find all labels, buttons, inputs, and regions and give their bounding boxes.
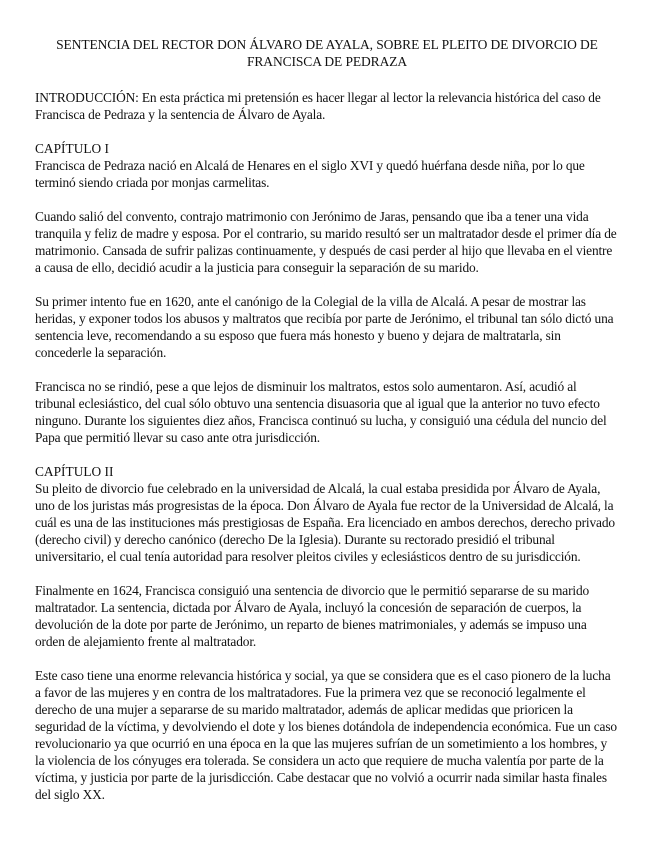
chapter-1-paragraph: Cuando salió del convento, contrajo matrimonio con Jerónimo de Jaras, pensando que iba a tener una vida tranquila y feliz de madre y esposa. Por el contrario, su marido resultó ser un maltratador desde el primer día de matrimonio. Cansada de sufrir palizas continuamente, y después de casi perder al hijo que llevaba en el vientre a causa de ello, decidió acudir a la justicia para conseguir la separación de su marido.: [35, 209, 617, 275]
chapter-1-paragraph: Su primer intento fue en 1620, ante el canónigo de la Colegial de la villa de Alcalá. A pesar de mostrar las heridas, y exponer todos los abusos y maltratos que recibía por parte de Jerónimo, el tribunal tan sólo dictó una sentencia leve, recomendando a su esposo que fuera más honesto y bueno y dejara de maltratarla, sin concederle la separación.: [35, 294, 614, 360]
chapter-2-paragraph: Finalmente en 1624, Francisca consiguió una sentencia de divorcio que le permitió separarse de su marido maltratador. La sentencia, dictada por Álvaro de Ayala, incluyó la concesión de separación de cuerpos, la devolución de la dote por parte de Jerónimo, un reparto de bienes matrimoniales, y además se impuso una orden de alejamiento frente al maltratador.: [35, 583, 590, 649]
chapter-2-heading: CAPÍTULO II: [35, 464, 114, 479]
intro-paragraph: INTRODUCCIÓN: En esta práctica mi pretensión es hacer llegar al lector la relevancia histórica del caso de Francisca de Pedraza y la sentencia de Álvaro de Ayala.: [35, 90, 601, 122]
document-page: [35, 36, 619, 803]
chapter-2-paragraph: Su pleito de divorcio fue celebrado en la universidad de Alcalá, la cual estaba presidida por Álvaro de Ayala, uno de los juristas más progresistas de la época. Don Álvaro de Ayala fue rector de la Universidad de Alcalá, la cuál es una de las instituciones más prestigiosas de España. Era licenciado en ambos derechos, derecho privado (derecho civil) y derecho canónico (derecho De la Iglesia). Durante su rectorado presidió el tribunal universitario, el cual tenía autoridad para resolver pleitos civiles y eclesiásticos dentro de su jurisdicción.: [35, 481, 615, 564]
document-title: SENTENCIA DEL RECTOR DON ÁLVARO DE AYALA, SOBRE EL PLEITO DE DIVORCIO DE FRANCISCA DE PEDRAZA: [56, 37, 598, 69]
chapter-1-paragraph: Francisca de Pedraza nació en Alcalá de Henares en el siglo XVI y quedó huérfana desde niña, por lo que terminó siendo criada por monjas carmelitas.: [35, 158, 585, 190]
chapter-1-heading: CAPÍTULO I: [35, 141, 110, 156]
chapter-2-paragraph: Este caso tiene una enorme relevancia histórica y social, ya que se considera que es el caso pionero de la lucha a favor de las mujeres y en contra de los maltratadores. Fue la primera vez que se reconoció legalmente el derecho de una mujer a separarse de su marido maltratador, además de aplicar medidas que prioricen la seguridad de la víctima, y devolviendo el dote y los bienes dotándola de independencia económica. Fue un caso revolucionario ya que ocurrió en una época en la que las mujeres sufrían de un sometimiento a los hombres, y la violencia de los cónyuges era tolerada. Se considera un acto que requiere de mucha valentía por parte de la víctima, y justicia por parte de la jurisdicción. Cabe destacar que no volvió a ocurrir nada similar hasta finales del siglo XX.: [35, 668, 617, 802]
chapter-1-paragraph: Francisca no se rindió, pese a que lejos de disminuir los maltratos, estos solo aumentaron. Así, acudió al tribunal eclesiástico, del cual sólo obtuvo una sentencia disuasoria que al igual que la anterior no tuvo efecto ninguno. Durante los siguientes diez años, Francisca continuó su lucha, y consiguió una cédula del nuncio del Papa que permitió llevar su caso ante otra jurisdicción.: [35, 379, 607, 445]
